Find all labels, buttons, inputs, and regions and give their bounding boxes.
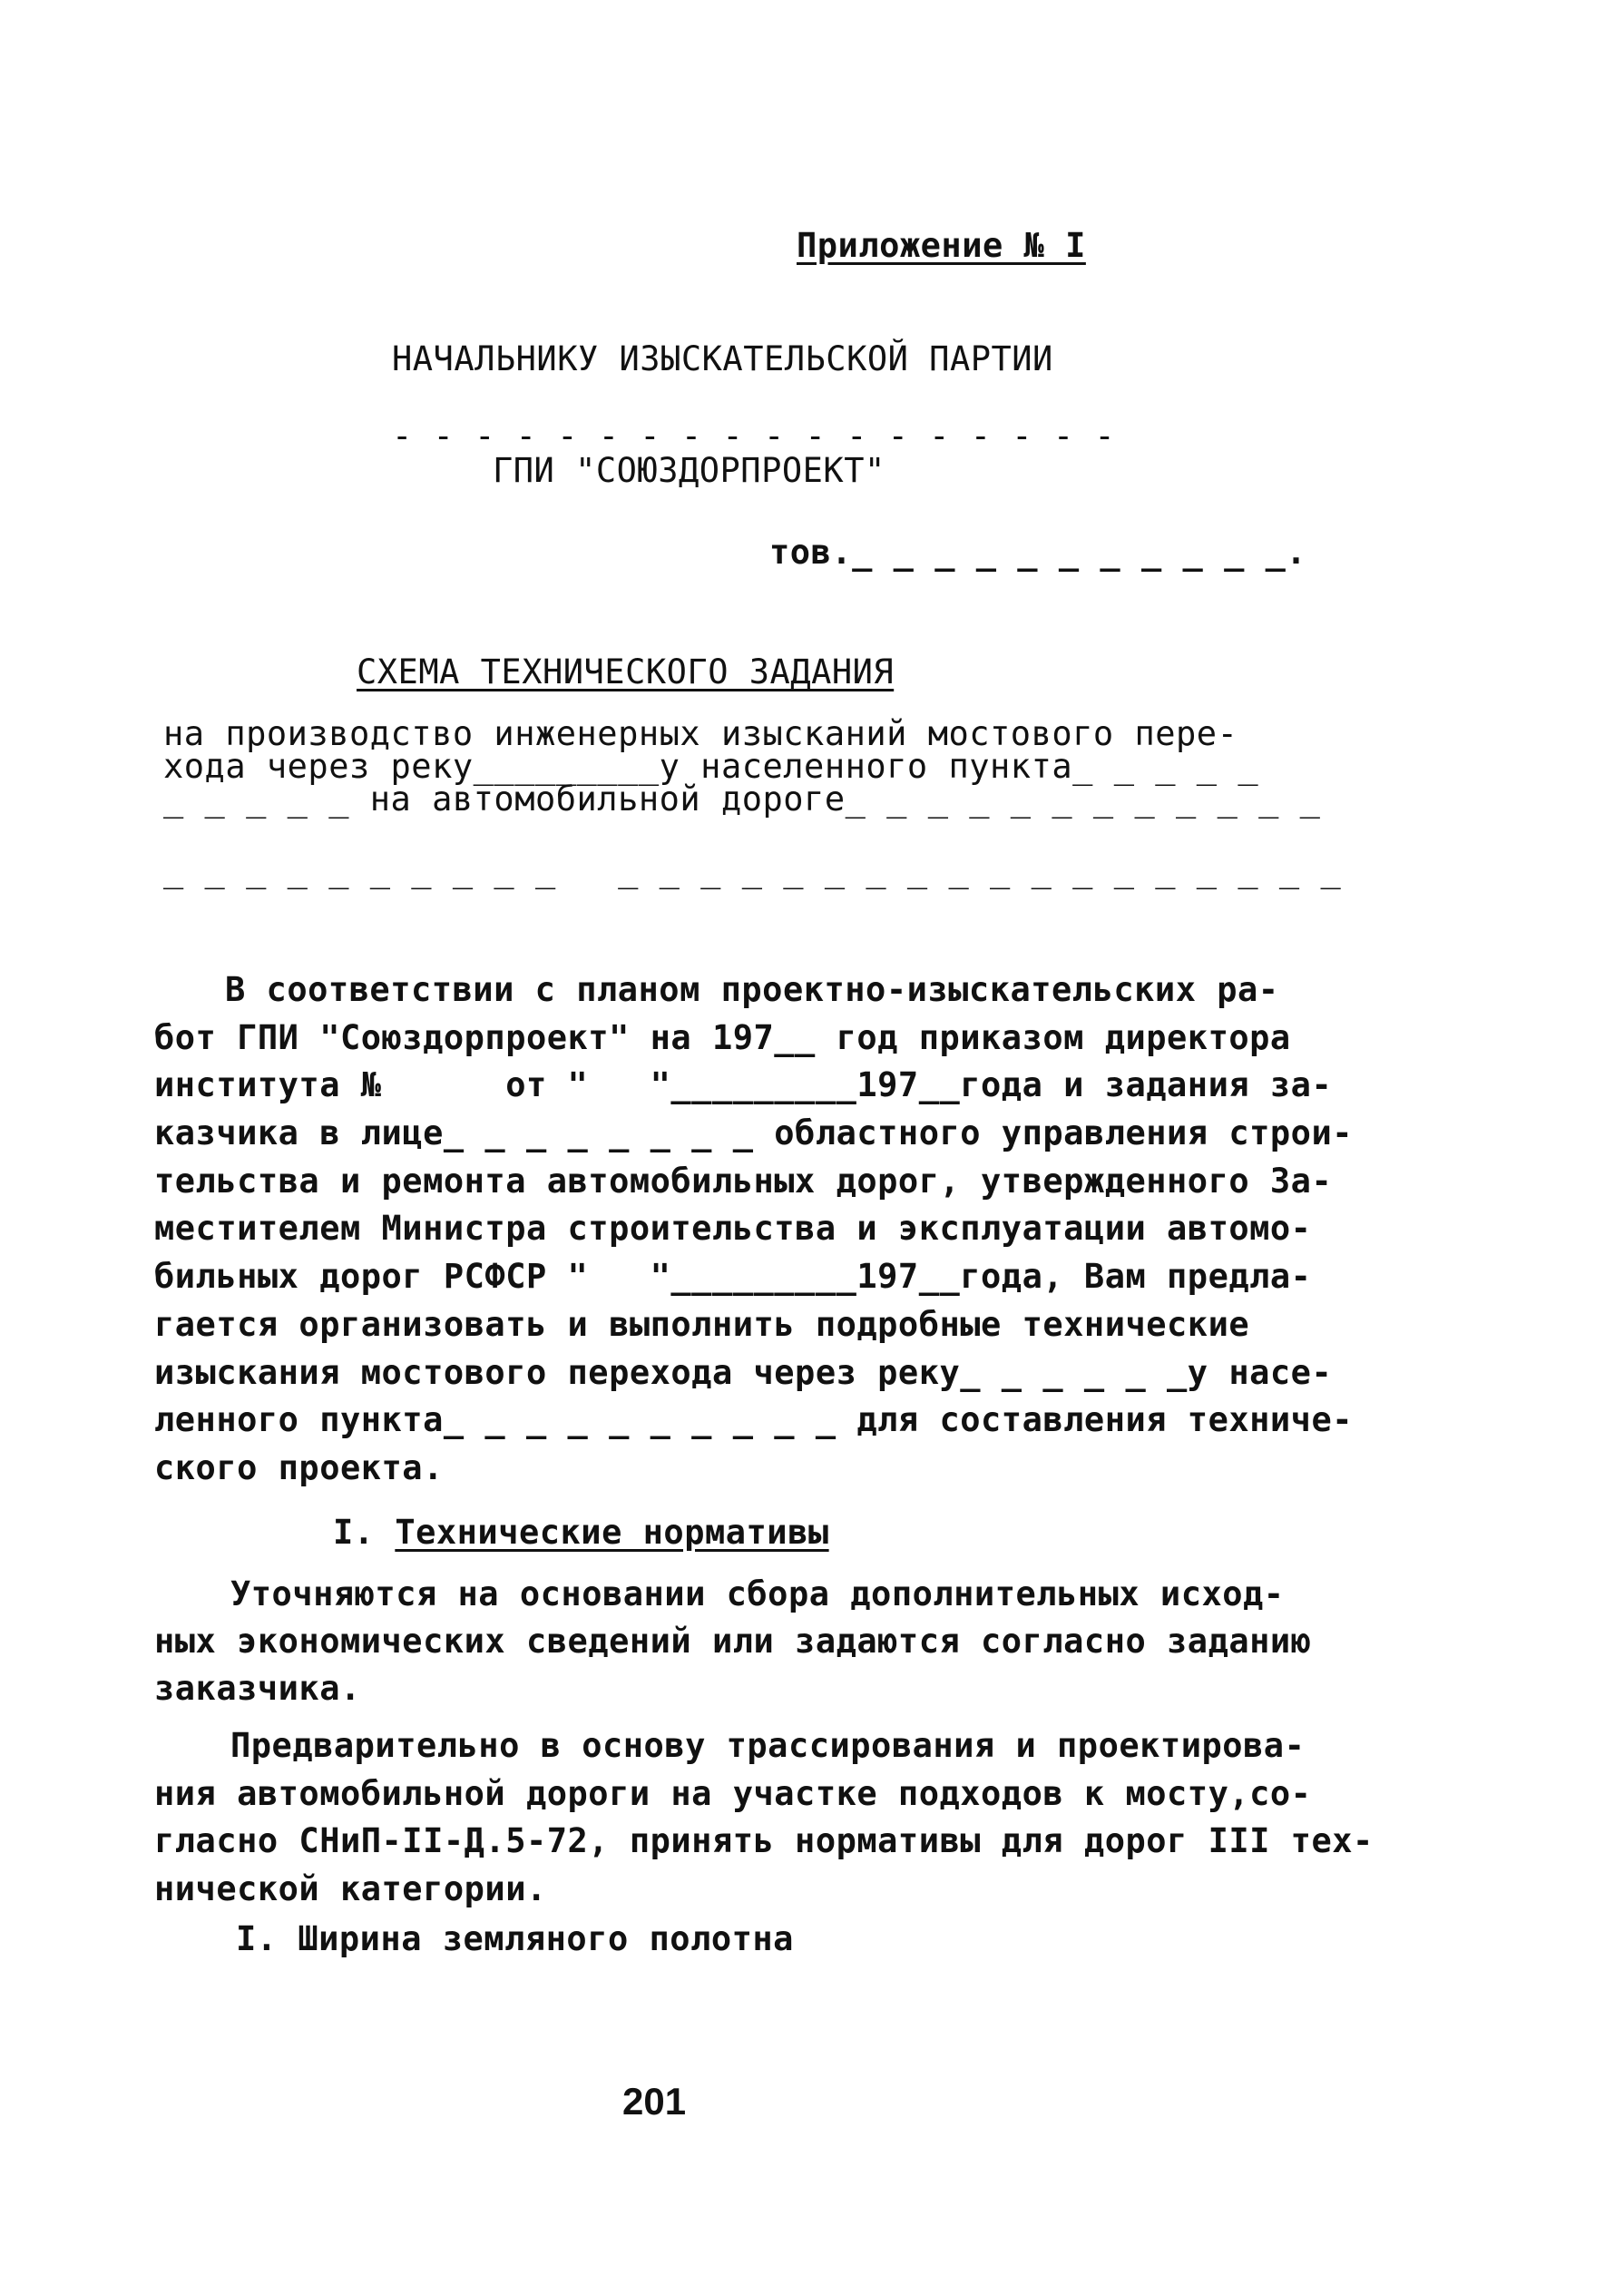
- paragraph-1-line: ского проекта.: [154, 1448, 444, 1487]
- recipient-organization: ГПИ "СОЮЗДОРПРОЕКТ": [493, 451, 885, 490]
- paragraph-1-line: ленного пункта_ _ _ _ _ _ _ _ _ _ для составления техниче-: [154, 1400, 1354, 1439]
- paragraph-1-line: бильных дорог РСФСР " "_________197__года, Вам предла-: [154, 1257, 1312, 1296]
- paragraph-2-line: заказчика.: [154, 1669, 361, 1708]
- recipient-dashes: - - - - - - - - - - - - - - - - - -: [392, 417, 1116, 456]
- paragraph-1-line: тельства и ремонта автомобильных дорог, утвержденного За-: [154, 1162, 1333, 1201]
- paragraph-3-line: Предварительно в основу трассирования и проектирова-: [230, 1726, 1306, 1765]
- section-1-number: I.: [333, 1513, 396, 1552]
- paragraph-2-line: ных экономических сведений или задаются согласно заданию: [154, 1622, 1312, 1661]
- paragraph-1-line: гается организовать и выполнить подробные технические: [154, 1305, 1250, 1344]
- paragraph-2-line: Уточняются на основании сбора дополнительных исход-: [230, 1574, 1285, 1613]
- subtitle-line-4: _ _ _ _ _ _ _ _ _ _ _ _ _ _ _ _ _ _ _ _ _ _ _ _ _ _ _ _: [163, 850, 1342, 889]
- recipient-title: НАЧАЛЬНИКУ ИЗЫСКАТЕЛЬСКОЙ ПАРТИИ: [392, 339, 1053, 378]
- section-1-title: Технические нормативы: [395, 1513, 829, 1552]
- paragraph-1-line: института № от " "_________197__года и задания за-: [154, 1065, 1333, 1104]
- paragraph-3-line: гласно СНиП-II-Д.5-72, принять нормативы для дорог III тех-: [154, 1821, 1374, 1860]
- subtitle-line-2: хода через реку_________у населенного пункта_ _ _ _ _: [163, 747, 1259, 786]
- paragraph-1-line: бот ГПИ "Союздорпроект" на 197__ год приказом директора: [154, 1018, 1291, 1057]
- paragraph-1-line: изыскания мостового перехода через реку_ _ _ _ _ _у насе-: [154, 1353, 1333, 1392]
- appendix-label: Приложение № I: [797, 226, 1086, 265]
- paragraph-1-line: В соответствии с планом проектно-изыскательских ра-: [225, 970, 1279, 1009]
- paragraph-1-line: местителем Министра строительства и эксплуатации автомо-: [154, 1209, 1312, 1248]
- subtitle-line-3: _ _ _ _ _ на автомобильной дороге_ _ _ _ _ _ _ _ _ _ _ _: [163, 780, 1321, 819]
- section-1-heading: [333, 1513, 829, 1552]
- paragraph-3-line: нической категории.: [154, 1869, 547, 1908]
- subtitle-line-1: на производство инженерных изысканий мостового пере-: [163, 714, 1238, 753]
- recipient-name-field: тов._ _ _ _ _ _ _ _ _ _ _.: [769, 533, 1307, 572]
- list-item-1: I. Ширина земляного полотна: [236, 1919, 794, 1958]
- document-title: СХЕМА ТЕХНИЧЕСКОГО ЗАДАНИЯ: [357, 652, 895, 691]
- page-number: 201: [622, 2080, 687, 2123]
- paragraph-1-line: казчика в лице_ _ _ _ _ _ _ _ областного управления строи-: [154, 1113, 1354, 1152]
- paragraph-3-line: ния автомобильной дороги на участке подходов к мосту,со-: [154, 1774, 1312, 1813]
